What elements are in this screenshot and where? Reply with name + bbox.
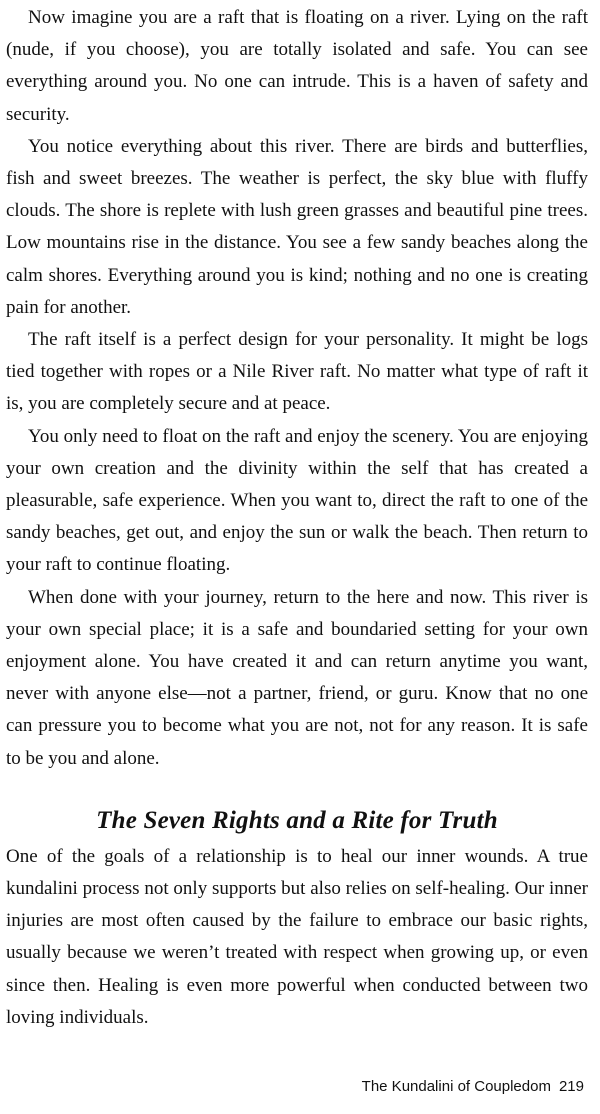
section-paragraph: One of the goals of a relationship is to heal our inner wounds. A true kundalini process not only supports but also relies on self-healing. Our inner injuries are most often caused by the failure to embrace our basic rights, usually because we weren’t treated with respect when growing up, or even since then. Healing is even more powerful when conducted between two loving individuals. [6, 845, 588, 1028]
body-paragraph-5: When done with your journey, return to the here and now. This river is your own special place; it is a safe and boundaried setting for your own enjoyment alone. You have created it and can return anytime you want, never with anyone else—not a partner, friend, or guru. Know that no one can pressure you to become what you are not, not for any reason. It is safe to be you and alone. [6, 586, 588, 769]
page-footer [362, 1077, 584, 1097]
body-paragraph-3: The raft itself is a perfect design for your personality. It might be logs tied together with ropes or a Nile River raft. No matter what type of raft it is, you are completely secure and at peace. [6, 329, 588, 415]
body-paragraph-2: You notice everything about this river. There are birds and butterflies, fish and sweet breezes. The weather is perfect, the sky blue with fluffy clouds. The shore is replete with lush green grasses and beautiful pine trees. Low mountains rise in the distance. You see a few sandy beaches along the calm shores. Everything around you is kind; nothing and no one is creating pain for another. [6, 135, 588, 318]
running-title: The Kundalini of Coupledom [361, 1078, 551, 1095]
body-paragraph-1: Now imagine you are a raft that is floating on a river. Lying on the raft (nude, if you choose), you are totally isolated and safe. You can see everything around you. No one can intrude. This is a haven of safety and security. [6, 7, 588, 125]
page-number: 219 [558, 1078, 584, 1095]
body-paragraph-4: You only need to float on the raft and enjoy the scenery. You are enjoying your own creation and the divinity within the self that has created a pleasurable, safe experience. When you want to, direct the raft to one of the sandy beaches, get out, and enjoy the sun or walk the beach. Then return to your raft to continue floating. [6, 425, 588, 576]
section-heading: The Seven Rights and a Rite for Truth [96, 806, 498, 834]
